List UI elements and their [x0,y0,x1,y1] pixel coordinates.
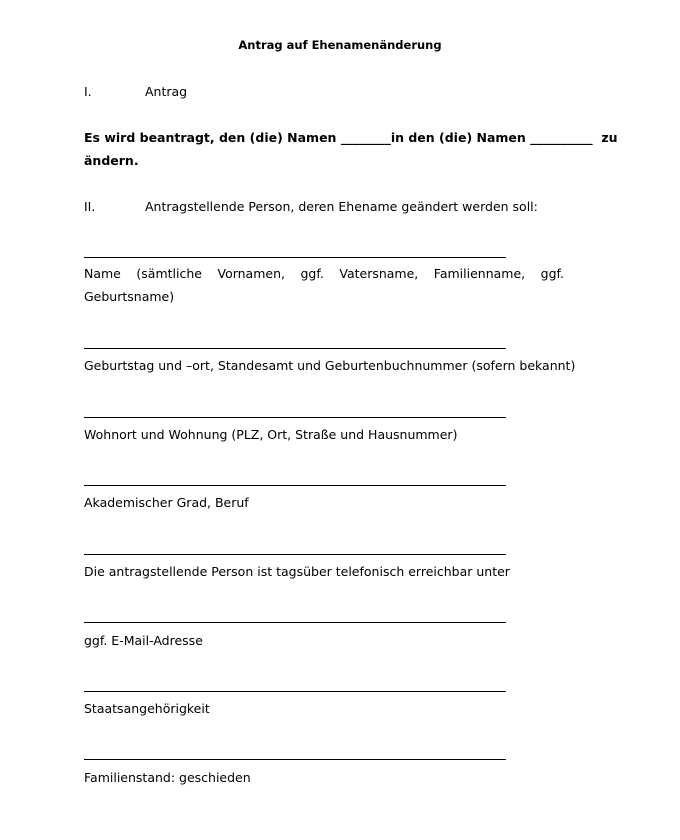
birth-field-label: Geburtstag und –ort, Standesamt und Geburtenbuchnummer (sofern bekannt) [84,358,576,373]
section-2-heading: Antragstellende Person, deren Ehename geändert werden soll: [145,199,538,214]
request-text-end: zu [601,130,618,145]
name-entry-line[interactable] [84,257,506,258]
phone-entry-line[interactable] [84,554,506,555]
degree-entry-line[interactable] [84,485,506,486]
nationality-field-label: Staatsangehörigkeit [84,701,210,716]
marital-status-entry-line[interactable] [84,759,506,760]
name-label-word: Name [84,266,121,281]
marital-status-field-label: Familienstand: geschieden [84,770,251,785]
degree-field-label: Akademischer Grad, Beruf [84,495,249,510]
request-sentence-continuation: ändern. [84,153,139,168]
birth-entry-line[interactable] [84,348,506,349]
name-label-word: Vatersname, [339,266,419,281]
new-name-blank: __________ [530,130,593,145]
request-text-middle: in den (die) Namen [390,130,526,145]
name-label-word: ggf. [300,266,324,281]
residence-entry-line[interactable] [84,417,506,418]
name-field-label [84,266,564,281]
phone-field-label: Die antragstellende Person ist tagsüber telefonisch erreichbar unter [84,564,510,579]
section-2-number: II. [84,199,96,214]
nationality-entry-line[interactable] [84,691,506,692]
request-sentence [84,130,618,145]
name-label-word: (sämtliche [136,266,202,281]
name-label-word: ggf. [540,266,564,281]
request-text-start: Es wird beantragt, den (die) Namen [84,130,337,145]
email-field-label: ggf. E-Mail-Adresse [84,633,203,648]
old-name-blank: ________ [340,130,391,145]
residence-field-label: Wohnort und Wohnung (PLZ, Ort, Straße und Hausnummer) [84,427,458,442]
email-entry-line[interactable] [84,622,506,623]
name-field-label-continuation: Geburtsname) [84,289,175,304]
document-title: Antrag auf Ehenamenänderung [238,38,442,52]
name-label-word: Vornamen, [217,266,285,281]
section-1-number: I. [84,84,92,99]
section-1-heading: Antrag [145,84,188,99]
name-label-word: Familienname, [433,266,526,281]
